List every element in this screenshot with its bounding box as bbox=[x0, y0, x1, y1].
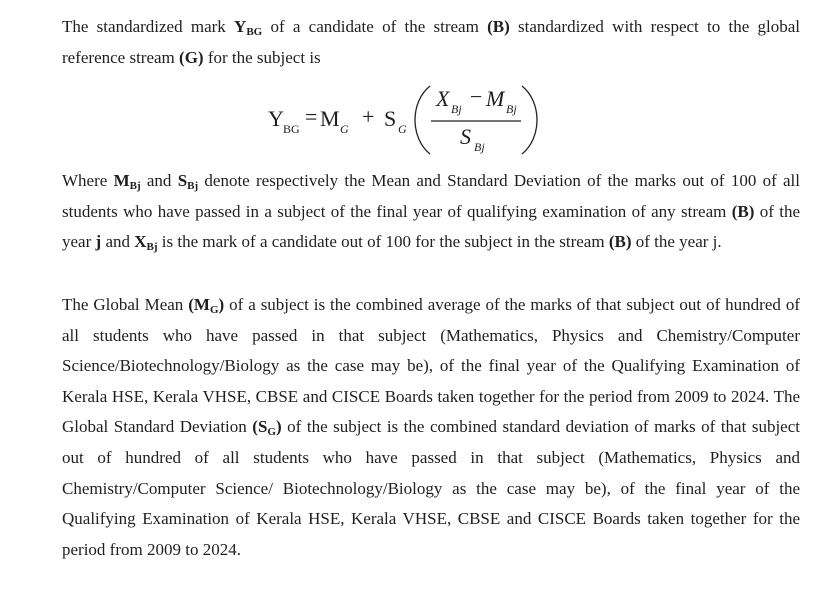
global-mean-symbol: (M bbox=[188, 295, 210, 314]
symbol-subscript: Bj bbox=[146, 241, 158, 254]
symbol-subscript: Bj bbox=[129, 180, 141, 192]
stream-b: (B) bbox=[608, 232, 632, 252]
text: is the mark of a candidate out of 100 for the subject in the stream bbox=[157, 232, 609, 252]
symbol-subscript: G bbox=[267, 426, 276, 439]
text: of a subject is the combined average of the marks of that subject out of hundred of all students who have passed in that subject (Mathematics, Physics and Chemistry/Computer Science/Biotechnology/Biology as the case may be), of the final year of the Qualifying Examination of Kerala HSE, Kerala VHSE, CBSE and CISCE Boards taken together for the period from 2009 to 2024. The Global Standard Deviation bbox=[62, 295, 800, 437]
formula-sd-subscript: G bbox=[398, 122, 407, 136]
text: standardized with respect to the global reference stream bbox=[62, 17, 801, 67]
text: The Global Mean bbox=[62, 295, 189, 314]
text: Where bbox=[62, 171, 114, 190]
text: The standardized mark bbox=[62, 17, 235, 36]
global-stats-paragraph bbox=[62, 290, 800, 565]
definition-paragraph bbox=[62, 166, 800, 258]
stream-b: (B) bbox=[731, 201, 755, 221]
standardization-formula bbox=[268, 80, 548, 160]
symbol-subscript: Bj bbox=[187, 180, 199, 192]
formula-minus: − bbox=[470, 84, 483, 109]
stream-b: (B) bbox=[487, 17, 510, 36]
formula-x: X bbox=[436, 86, 450, 111]
symbol-s: S bbox=[177, 171, 188, 190]
formula-equals: = bbox=[305, 104, 318, 129]
closing-paren: ) bbox=[218, 295, 225, 314]
text: for the subject is bbox=[203, 47, 321, 67]
text: of the subject is the combined standard deviation of marks of that subject out of hundred of all students who have passed in that subject (Mathematics, Physics and Chemistry/Computer Science/ Biotechnology/Biology as the case may be), of the final year of the Qualifying Examination of Kerala HSE, Kerala VHSE, CBSE and CISCE Boards taken together for the period from 2009 to 2024. bbox=[62, 417, 800, 559]
formula-x-subscript: Bj bbox=[451, 102, 462, 116]
left-paren bbox=[415, 86, 430, 154]
formula-s-subscript: Bj bbox=[474, 140, 485, 154]
formula-m-subscript: Bj bbox=[506, 102, 517, 116]
text: of the year j. bbox=[631, 232, 722, 252]
symbol-subscript: G bbox=[209, 304, 219, 316]
global-sd-symbol: (S bbox=[252, 417, 268, 437]
text: and bbox=[140, 171, 178, 190]
symbol-m: M bbox=[113, 171, 130, 190]
formula-y-subscript: BG bbox=[283, 122, 300, 136]
text: denote respectively the Mean and Standard Deviation of the marks out of 100 of all students who have passed in a subject of the final year of qualifying examination of any stream bbox=[62, 171, 800, 221]
year-j: j bbox=[95, 232, 102, 252]
formula-s: S bbox=[460, 124, 471, 149]
formula-m: M bbox=[486, 86, 505, 111]
formula-mean-subscript: G bbox=[340, 122, 349, 136]
text: of a candidate of the stream bbox=[262, 17, 488, 36]
formula-mean: M bbox=[320, 106, 340, 131]
right-paren bbox=[522, 86, 537, 154]
formula-y: Y bbox=[268, 106, 284, 131]
symbol-subscript: BG bbox=[246, 26, 263, 38]
closing-paren: ) bbox=[275, 417, 282, 437]
formula-plus: + bbox=[362, 104, 375, 129]
stream-g: (G) bbox=[179, 47, 204, 67]
text: of the year bbox=[62, 201, 800, 252]
symbol-x: X bbox=[134, 232, 147, 252]
text: and bbox=[101, 232, 135, 252]
formula-sd: S bbox=[384, 106, 397, 131]
intro-paragraph bbox=[62, 12, 800, 73]
symbol-y: Y bbox=[234, 17, 247, 36]
